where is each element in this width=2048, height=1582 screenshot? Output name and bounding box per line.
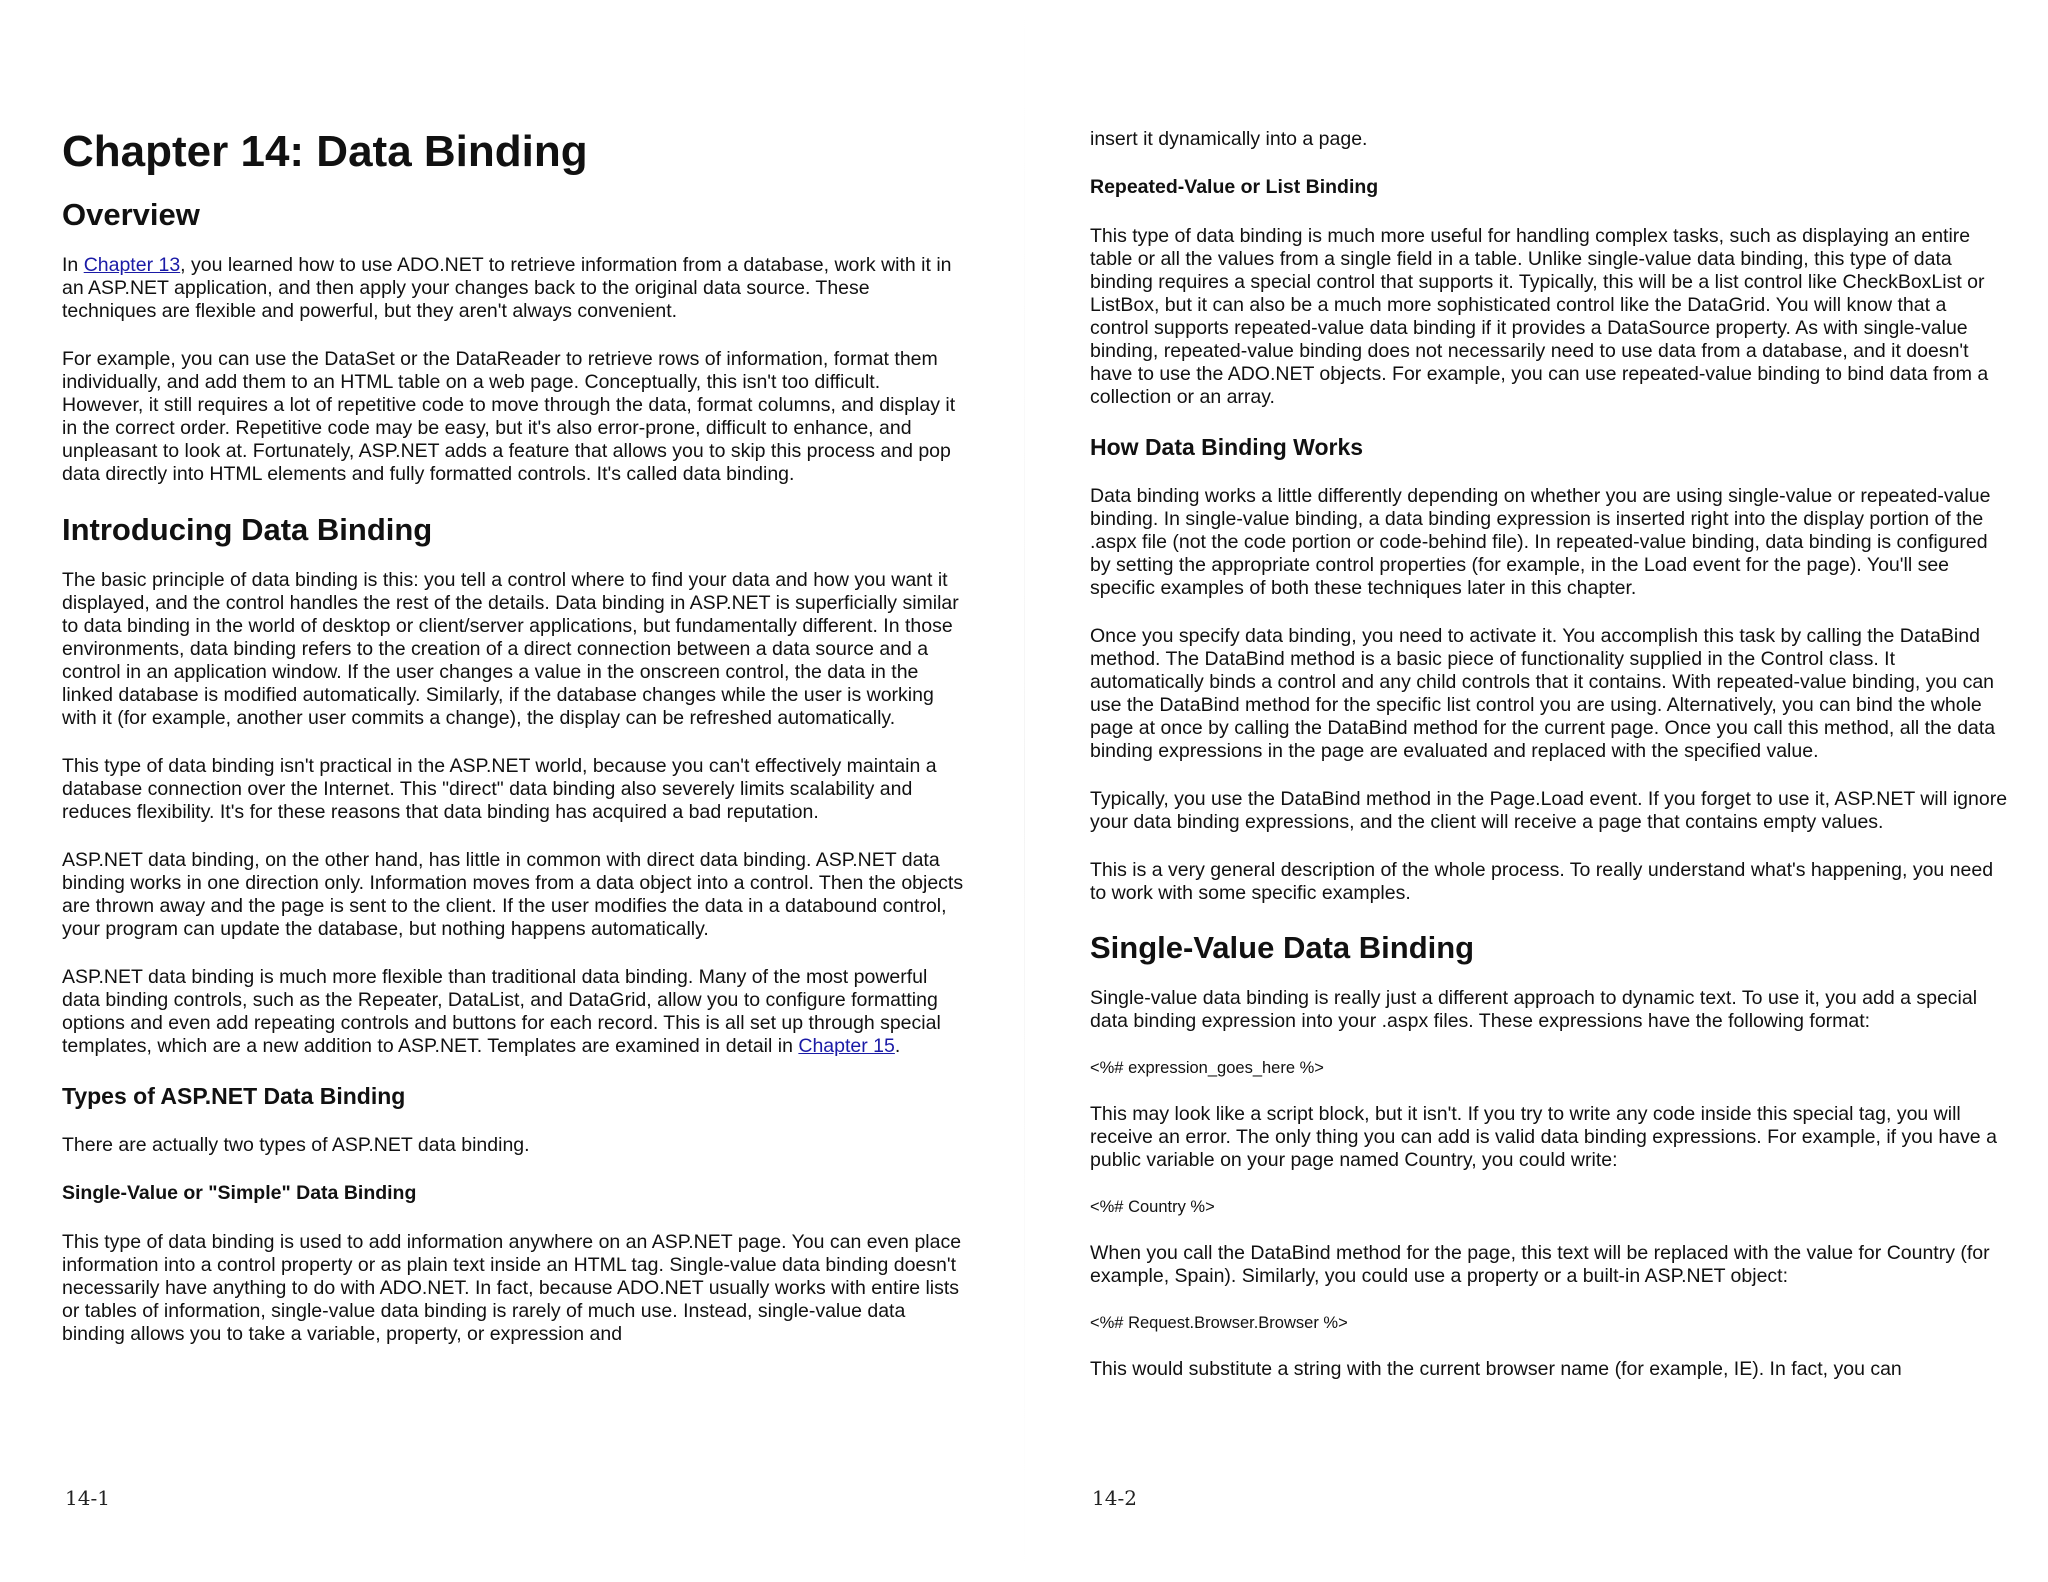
code-expression-2: <%# Country %> [1090, 1198, 1215, 1216]
repeated-value-heading: Repeated-Value or List Binding [1090, 176, 1379, 198]
overview-paragraph-2: For example, you can use the DataSet or the DataReader to retrieve rows of information, format them individually, and add them to an HTML table on a web page. Conceptually, this isn't too difficult. However, it still requires a lot of repetitive code to move through the data, format columns, and display it in the correct order. Repetitive code may be easy, but it's also error-prone, difficult to enhance, and unpleasant to look at. Fortunately, ASP.NET adds a feature that allows you to skip this process and pop data directly into HTML elements and fully formatted controls. It's called data binding. [62, 348, 956, 485]
introducing-heading: Introducing Data Binding [62, 512, 433, 547]
overview-paragraph-1 [62, 254, 966, 323]
intro-paragraph-4 [62, 966, 966, 1058]
single-value-heading: Single-Value or "Simple" Data Binding [62, 1182, 417, 1204]
how-paragraph-4: This is a very general description of the whole process. To really understand what's happening, you need to work with some specific examples. [1090, 859, 1994, 904]
repeated-value-paragraph: This type of data binding is much more useful for handling complex tasks, such as displaying an entire table or all the values from a single field in a table. Unlike single-value data binding, this type of data binding requires a special control that supports it. Typically, this will be a list control like CheckBoxList or ListBox, but it can also be a much more sophisticated control like the DataGrid. You will know that a control supports repeated-value data binding if it provides a DataSource property. As with single-value binding, repeated-value binding does not necessarily need to use data from a database, and it doesn't have to use the ADO.NET objects. For example, you can use repeated-value binding to bind data from a collection or an array. [1090, 225, 1989, 408]
overview-text-pre: In [62, 254, 84, 276]
how-paragraph-2: Once you specify data binding, you need to activate it. You accomplish this task by calling the DataBind method. The DataBind method is a basic piece of functionality supplied in the Control class. It automatically binds a control and any child controls that it contains. With repeated-value binding, you can use the DataBind method for the specific list control you are using. Alternatively, you can bind the whole page at once by calling the DataBind method for the current page. Once you call this method, all the data binding expressions in the page are evaluated and replaced with the specified value. [1090, 625, 1996, 762]
how-paragraph-3: Typically, you use the DataBind method in the Page.Load event. If you forget to use it, ASP.NET will ignore your data binding expressions, and the client will receive a page that contains empty values. [1090, 788, 2008, 833]
intro-paragraph-3: ASP.NET data binding, on the other hand, has little in common with direct data binding. ASP.NET data binding works in one direction only. Information moves from a data object into a control. Then the objects are thrown away and the page is sent to the client. If the user modifies the data in a databound control, your program can update the database, but nothing happens automatically. [62, 849, 964, 940]
code-expression-1: <%# expression_goes_here %> [1090, 1059, 1324, 1077]
intro-p4-text-pre: ASP.NET data binding is much more flexible than traditional data binding. Many of the most powerful data binding controls, such as the Repeater, DataList, and DataGrid, allow you to configure formatting options and even add repeating controls and buttons for each record. This is all set up through special templates, which are a new addition to ASP.NET. Templates are examined in detail in [62, 966, 941, 1057]
chapter-13-link[interactable]: Chapter 13 [83, 254, 181, 276]
svdb-paragraph-2: This may look like a script block, but it isn't. If you try to write any code inside this special tag, you will receive an error. The only thing you can add is valid data binding expressions. For example, if you have a public variable on your page named Country, you could write: [1090, 1103, 1997, 1171]
svdb-paragraph-1: Single-value data binding is really just a different approach to dynamic text. To use it, you add a special data binding expression into your .aspx files. These expressions have the following format: [1090, 987, 1978, 1032]
svdb-paragraph-3: When you call the DataBind method for the page, this text will be replaced with the value for Country (for example, Spain). Similarly, you could use a property or a built-in ASP.NET object: [1090, 1242, 1990, 1287]
right-page [1024, 0, 2048, 1582]
continued-paragraph: insert it dynamically into a page. [1090, 128, 1368, 150]
single-value-data-binding-heading: Single-Value Data Binding [1090, 930, 1475, 965]
svdb-paragraph-4: This would substitute a string with the current browser name (for example, IE). In fact, you can [1090, 1358, 1902, 1380]
page-number-left: 14-1 [65, 1486, 110, 1510]
types-paragraph: There are actually two types of ASP.NET data binding. [62, 1134, 530, 1156]
overview-heading: Overview [62, 197, 200, 232]
intro-paragraph-1: The basic principle of data binding is this: you tell a control where to find your data and how you want it displayed, and the control handles the rest of the details. Data binding in ASP.NET is superficially similar to data binding in the world of desktop or client/server applications, but fundamentally different. In those environments, data binding refers to the creation of a direct connection between a data source and a control in an application window. If the user changes a value in the onscreen control, the data in the linked database is modified automatically. Similarly, if the database changes while the user is working with it (for example, another user commits a change), the display can be refreshed automatically. [62, 569, 959, 729]
intro-p4-text-post: . [894, 1035, 901, 1057]
page-number-right: 14-2 [1092, 1486, 1137, 1510]
types-heading: Types of ASP.NET Data Binding [62, 1083, 406, 1109]
chapter-title: Chapter 14: Data Binding [62, 127, 588, 176]
single-value-paragraph: This type of data binding is used to add information anywhere on an ASP.NET page. You can even place information into a control property or as plain text inside an HTML tag. Single-value data binding doesn't necessarily have anything to do with ADO.NET. In fact, because ADO.NET usually works with entire lists or tables of information, single-value data binding is rarely of much use. Instead, single-value data binding allows you to take a variable, property, or expression and [62, 1231, 962, 1345]
how-paragraph-1: Data binding works a little differently depending on whether you are using single-value or repeated-value binding. In single-value binding, a data binding expression is inserted right into the display portion of the .aspx file (not the code portion or code-behind file). In repeated-value binding, data binding is configured by setting the appropriate control properties (for example, in the Load event for the page). You'll see specific examples of both these techniques later in this chapter. [1090, 485, 1991, 599]
chapter-15-link[interactable]: Chapter 15 [798, 1035, 895, 1057]
intro-paragraph-2: This type of data binding isn't practical in the ASP.NET world, because you can't effectively maintain a database connection over the Internet. This "direct" data binding also severely limits scalability and reduces flexibility. It's for these reasons that data binding has acquired a bad reputation. [62, 755, 937, 823]
overview-text-post: , you learned how to use ADO.NET to retrieve information from a database, work with it in an ASP.NET application, and then apply your changes back to the original data source. These techniques are flexible and powerful, but they aren't always convenient. [62, 254, 952, 322]
how-it-works-heading: How Data Binding Works [1090, 434, 1364, 460]
code-expression-3: <%# Request.Browser.Browser %> [1090, 1314, 1348, 1332]
